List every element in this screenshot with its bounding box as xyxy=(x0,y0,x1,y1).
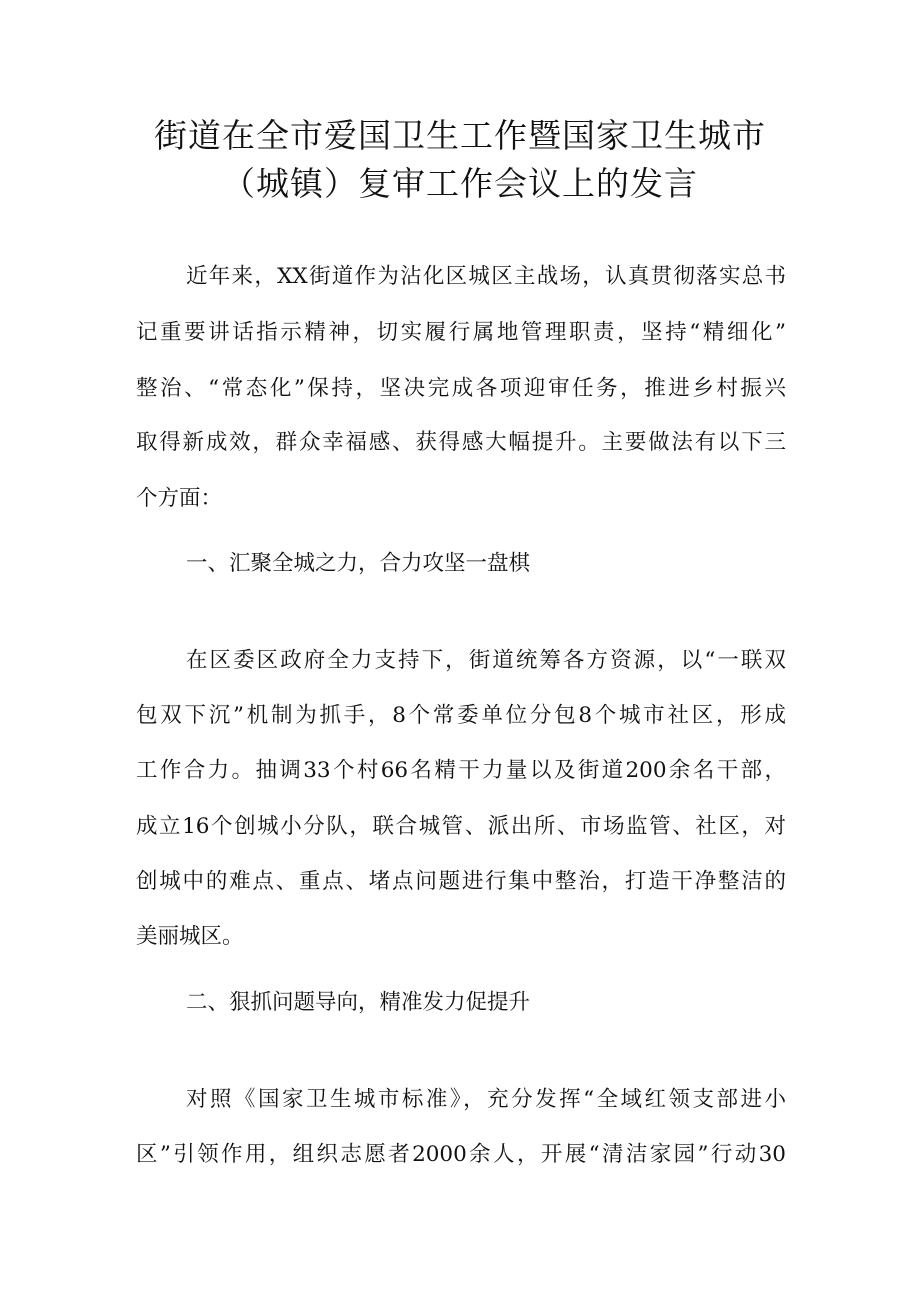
document-title-line-2: （城镇）复审工作会议上的发言 xyxy=(222,164,698,203)
intro-line-2: 记重要讲话指示精神，切实履行属地管理职责，坚持“精细化” xyxy=(136,320,786,345)
section2-line-1: 对照《国家卫生城市标准》，充分发挥“全域红领支部进小 xyxy=(186,1087,786,1112)
section1-line-4: 成立16个创城小分队，联合城管、派出所、市场监管、社区，对 xyxy=(136,814,786,839)
section1-line-2: 包双下沉”机制为抓手，8个常委单位分包8个城市社区，形成 xyxy=(136,703,786,728)
document-title-line-1: 街道在全市爱国卫生工作暨国家卫生城市 xyxy=(154,116,766,155)
intro-line-5: 个方面： xyxy=(136,486,223,511)
section2-heading: 二、狠抓问题导向，精准发力促提升 xyxy=(186,990,531,1015)
section1-line-6: 美丽城区。 xyxy=(136,924,244,949)
intro-line-3: 整治、“常态化”保持，坚决完成各项迎审任务，推进乡村振兴 xyxy=(136,376,786,401)
section1-heading: 一、汇聚全城之力，合力攻坚一盘棋 xyxy=(186,551,531,576)
section1-line-5: 创城中的难点、重点、堵点问题进行集中整治，打造干净整洁的 xyxy=(136,869,786,894)
intro-line-1: 近年来，XX街道作为沾化区城区主战场，认真贯彻落实总书 xyxy=(186,264,786,289)
section1-line-1: 在区委区政府全力支持下，街道统筹各方资源，以“一联双 xyxy=(186,648,786,673)
section1-line-3: 工作合力。抽调33个村66名精干力量以及街道200余名干部， xyxy=(136,758,786,783)
intro-line-4: 取得新成效，群众幸福感、获得感大幅提升。主要做法有以下三 xyxy=(136,430,786,455)
section2-line-2: 区”引领作用，组织志愿者2000余人，开展“清洁家园”行动30 xyxy=(136,1142,786,1167)
